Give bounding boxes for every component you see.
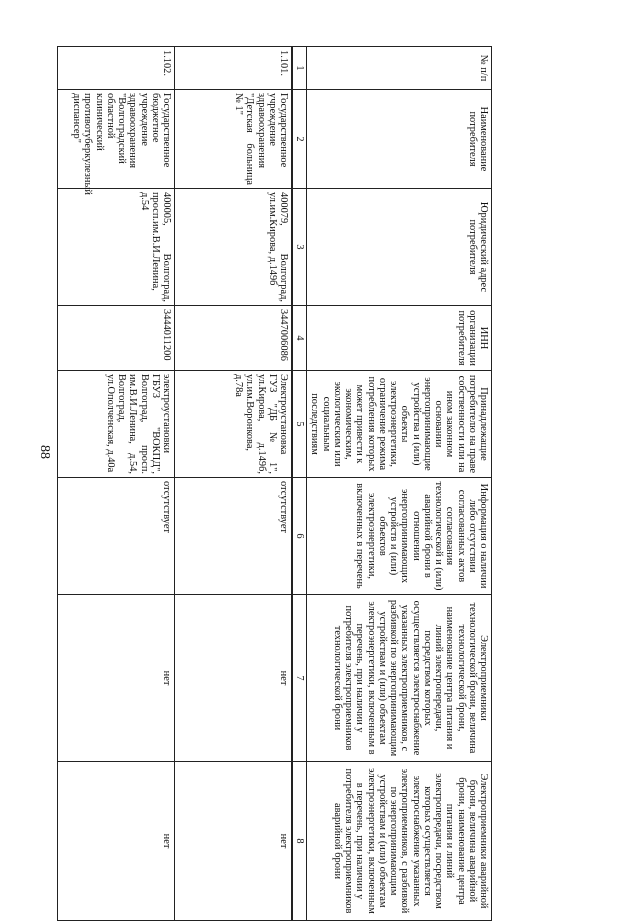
row-inn: 3444011200	[58, 306, 175, 371]
table-row	[175, 47, 293, 921]
header-name: Наименование потребителя	[307, 90, 492, 189]
header-inn: ИНН организации потребителя	[307, 306, 492, 371]
column-number: 5	[292, 371, 307, 478]
row-property: электроустановки ГБУЗ "ВОКПД", Волгоград, просп. им.В.И.Ленина, д.54, Волгоград, ул.Ополченская, д.40а	[58, 371, 175, 478]
row-tech-reserve: нет	[58, 595, 175, 762]
row-info: отсутствует	[58, 478, 175, 595]
row-num: 1.102.	[58, 47, 175, 90]
row-name: Государственное бюджетное учреждение здравоохранения "Волгоградский областной клинический противотуберкулезный диспансер"	[58, 90, 175, 189]
header-emergency-reserve: Электроприемники аварийной брони, величина аварийной брони, наименование центра питания и линий электропередачи, посредством которых осуществляется электроснабжение указанных электроприемников, с разбивкой по энергопринимающим устройствам и (или) объектам электроэнергетики, включенным в перечень, при наличии у потребителя электроприемников аварийной брони	[307, 762, 492, 921]
table-header-row	[307, 47, 492, 921]
row-info: отсутствует	[175, 478, 293, 595]
header-tech-reserve: Электроприемники технологической брони, величина технологической брони, наименование центра питания и линий электропередачи, посредством которых осуществляется электроснабжение указанных электроприемников, с разбивкой по энергопринимающим устройствам и (или) объектам электроэнергетики, включенным в перечень, при наличии у потребителя электроприемников технологической брони	[307, 595, 492, 762]
row-address: 400005, Волгоград, просп.им.В.И.Ленина, д.54	[58, 189, 175, 306]
column-number: 4	[292, 306, 307, 371]
row-emergency-reserve: нет	[175, 762, 293, 921]
row-inn: 3447006086	[175, 306, 293, 371]
rotated-table-container	[71, 46, 492, 914]
header-address: Юридический адрес потребителя	[307, 189, 492, 306]
row-emergency-reserve: нет	[58, 762, 175, 921]
header-info: Информация о наличии либо отсутствии согласованных актов согласования технологической и (или) аварийной брони в отношении энергопринимающих устройств и (или) объектов электроэнергетики, включенных в перечень	[307, 478, 492, 595]
column-number: 6	[292, 478, 307, 595]
row-property: Электроустановка ГУЗ "ДБ № 1", ул.Кирова, д.149б, ул.им.Воронкова, д.78а	[175, 371, 293, 478]
row-num: 1.101.	[175, 47, 293, 90]
consumers-table	[57, 46, 492, 921]
column-number: 3	[292, 189, 307, 306]
column-number: 7	[292, 595, 307, 762]
column-number-row	[292, 47, 307, 921]
column-number: 1	[292, 47, 307, 90]
row-name: Государственное учреждение здравоохранения "Детская больница № 1"	[175, 90, 293, 189]
header-num: № п/п	[307, 47, 492, 90]
column-number: 2	[292, 90, 307, 189]
row-address: 400079, Волгоград, ул.им.Кирова, д.149б	[175, 189, 293, 306]
row-tech-reserve: нет	[175, 595, 293, 762]
table-row	[58, 47, 175, 921]
page-number: 88	[37, 445, 52, 459]
header-property: Принадлежащие потребителю на праве собственности или на ином законном основании энергопринимающие устройства и (или) объекты электроэнергетики, ограничение режима потребления которых может привести к экономическим, экологическим или социальным последствиям	[307, 371, 492, 478]
column-number: 8	[292, 762, 307, 921]
